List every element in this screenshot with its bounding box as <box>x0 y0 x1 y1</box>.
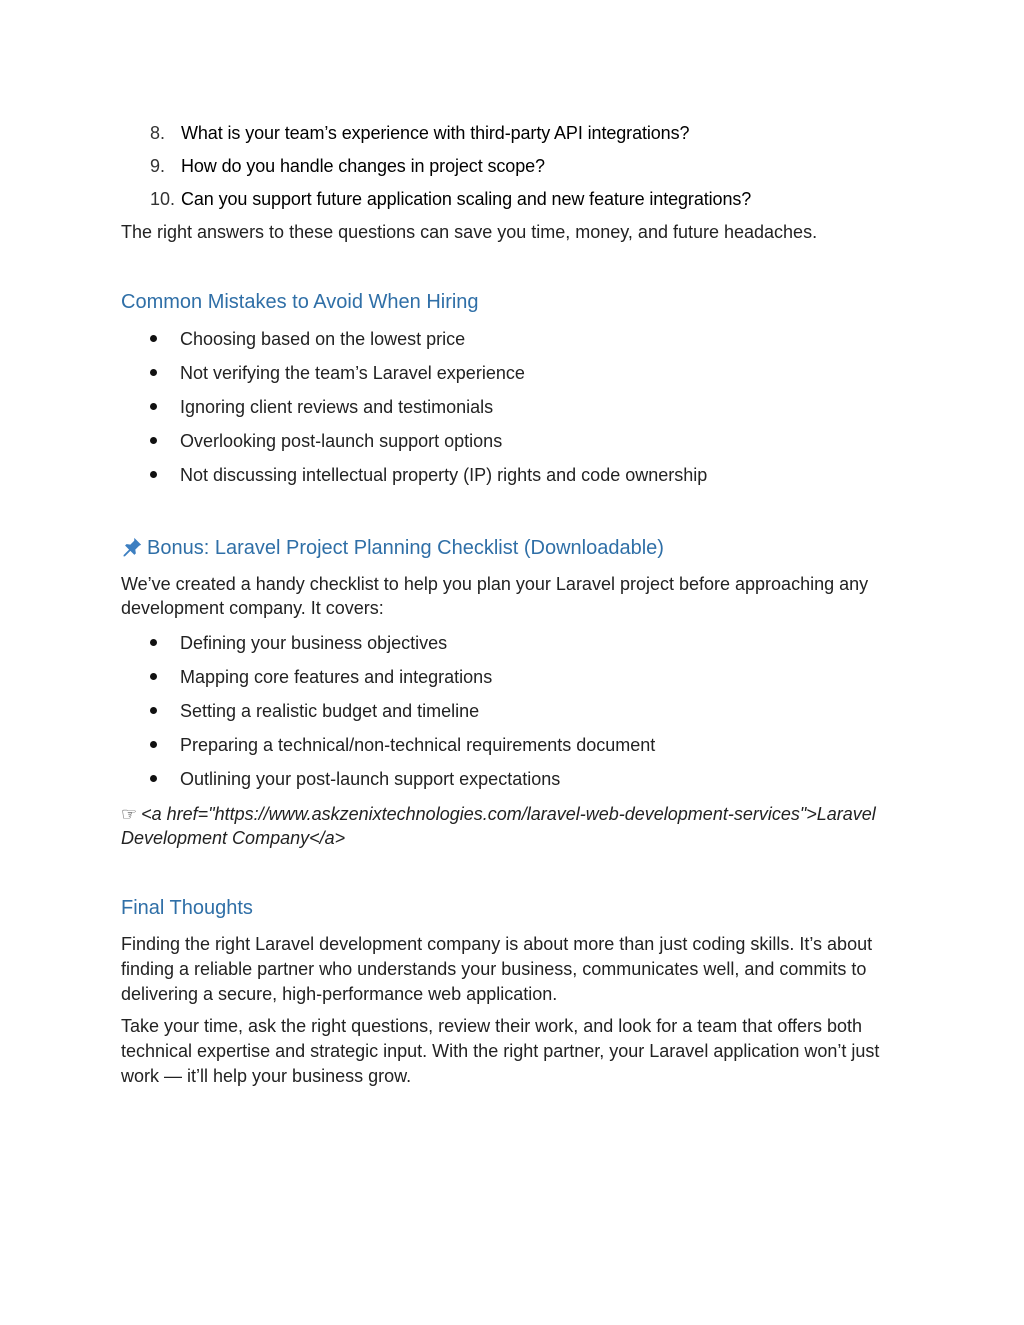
checklist-text: Defining your business objectives <box>180 633 448 653</box>
bullet-icon <box>150 673 157 680</box>
question-number: 9. <box>150 156 166 176</box>
link-line[interactable]: Development Company</a> <box>121 828 346 848</box>
question-item-9 <box>150 154 545 178</box>
checklist-item <box>150 665 492 689</box>
bonus-intro-line: development company. It covers: <box>121 598 384 618</box>
link-line[interactable] <box>121 802 911 826</box>
pushpin-icon <box>121 536 143 558</box>
bullet-icon <box>150 403 157 410</box>
checklist-text: Mapping core features and integrations <box>180 667 493 687</box>
mistake-item <box>150 395 493 419</box>
paragraph-line: Take your time, ask the right questions, review their work, and look for a team that offers both <box>121 1016 863 1036</box>
checklist-item <box>150 733 655 757</box>
mistake-text: Not verifying the team’s Laravel experience <box>180 363 525 383</box>
mistake-item <box>150 361 525 385</box>
pointing-hand-icon: ☞ <box>121 804 138 824</box>
checklist-item <box>150 631 447 655</box>
question-text: What is your team’s experience with third-party API integrations? <box>181 123 690 143</box>
question-text: How do you handle changes in project scope? <box>181 156 545 176</box>
bonus-heading: Bonus: Laravel Project Planning Checklist (Downloadable) <box>147 537 664 559</box>
paragraph-line: delivering a secure, high-performance web application. <box>121 984 558 1004</box>
mistake-text: Choosing based on the lowest price <box>180 329 466 349</box>
questions-summary: The right answers to these questions can save you time, money, and future headaches. <box>121 222 818 242</box>
bullet-icon <box>150 707 157 714</box>
mistake-item <box>150 429 502 453</box>
bullet-icon <box>150 775 157 782</box>
mistake-text: Ignoring client reviews and testimonials <box>180 397 494 417</box>
mistake-text: Overlooking post-launch support options <box>180 431 503 451</box>
mistakes-heading: Common Mistakes to Avoid When Hiring <box>121 291 479 313</box>
bonus-heading-row <box>121 535 664 561</box>
bullet-icon <box>150 369 157 376</box>
checklist-text: Setting a realistic budget and timeline <box>180 701 480 721</box>
paragraph-line: technical expertise and strategic input. With the right partner, your Laravel application won’t just <box>121 1041 880 1061</box>
paragraph-line: Finding the right Laravel development company is about more than just coding skills. It’s about <box>121 934 873 954</box>
mistake-text: Not discussing intellectual property (IP) rights and code ownership <box>180 465 708 485</box>
bullet-icon <box>150 335 157 342</box>
mistake-item <box>150 463 707 487</box>
bullet-icon <box>150 471 157 478</box>
checklist-item <box>150 699 479 723</box>
bullet-icon <box>150 741 157 748</box>
question-number: 8. <box>150 123 166 143</box>
question-item-8 <box>150 121 689 145</box>
checklist-item <box>150 767 560 791</box>
paragraph-line: finding a reliable partner who understands your business, communicates well, and commits to <box>121 959 867 979</box>
bullet-icon <box>150 437 157 444</box>
final-heading: Final Thoughts <box>121 897 253 919</box>
checklist-text: Outlining your post-launch support expectations <box>180 769 561 789</box>
mistake-item <box>150 327 465 351</box>
checklist-text: Preparing a technical/non-technical requirements document <box>180 735 656 755</box>
bullet-icon <box>150 639 157 646</box>
paragraph-line: work — it’ll help your business grow. <box>121 1066 412 1086</box>
link-text[interactable]: <a href="https://www.askzenixtechnologies.com/laravel-web-development-services">Laravel <box>141 804 876 824</box>
question-text: Can you support future application scaling and new feature integrations? <box>181 189 752 209</box>
question-item-10 <box>150 187 751 211</box>
bonus-intro-line: We’ve created a handy checklist to help you plan your Laravel project before approaching any <box>121 574 869 594</box>
question-number: 10. <box>150 189 176 209</box>
